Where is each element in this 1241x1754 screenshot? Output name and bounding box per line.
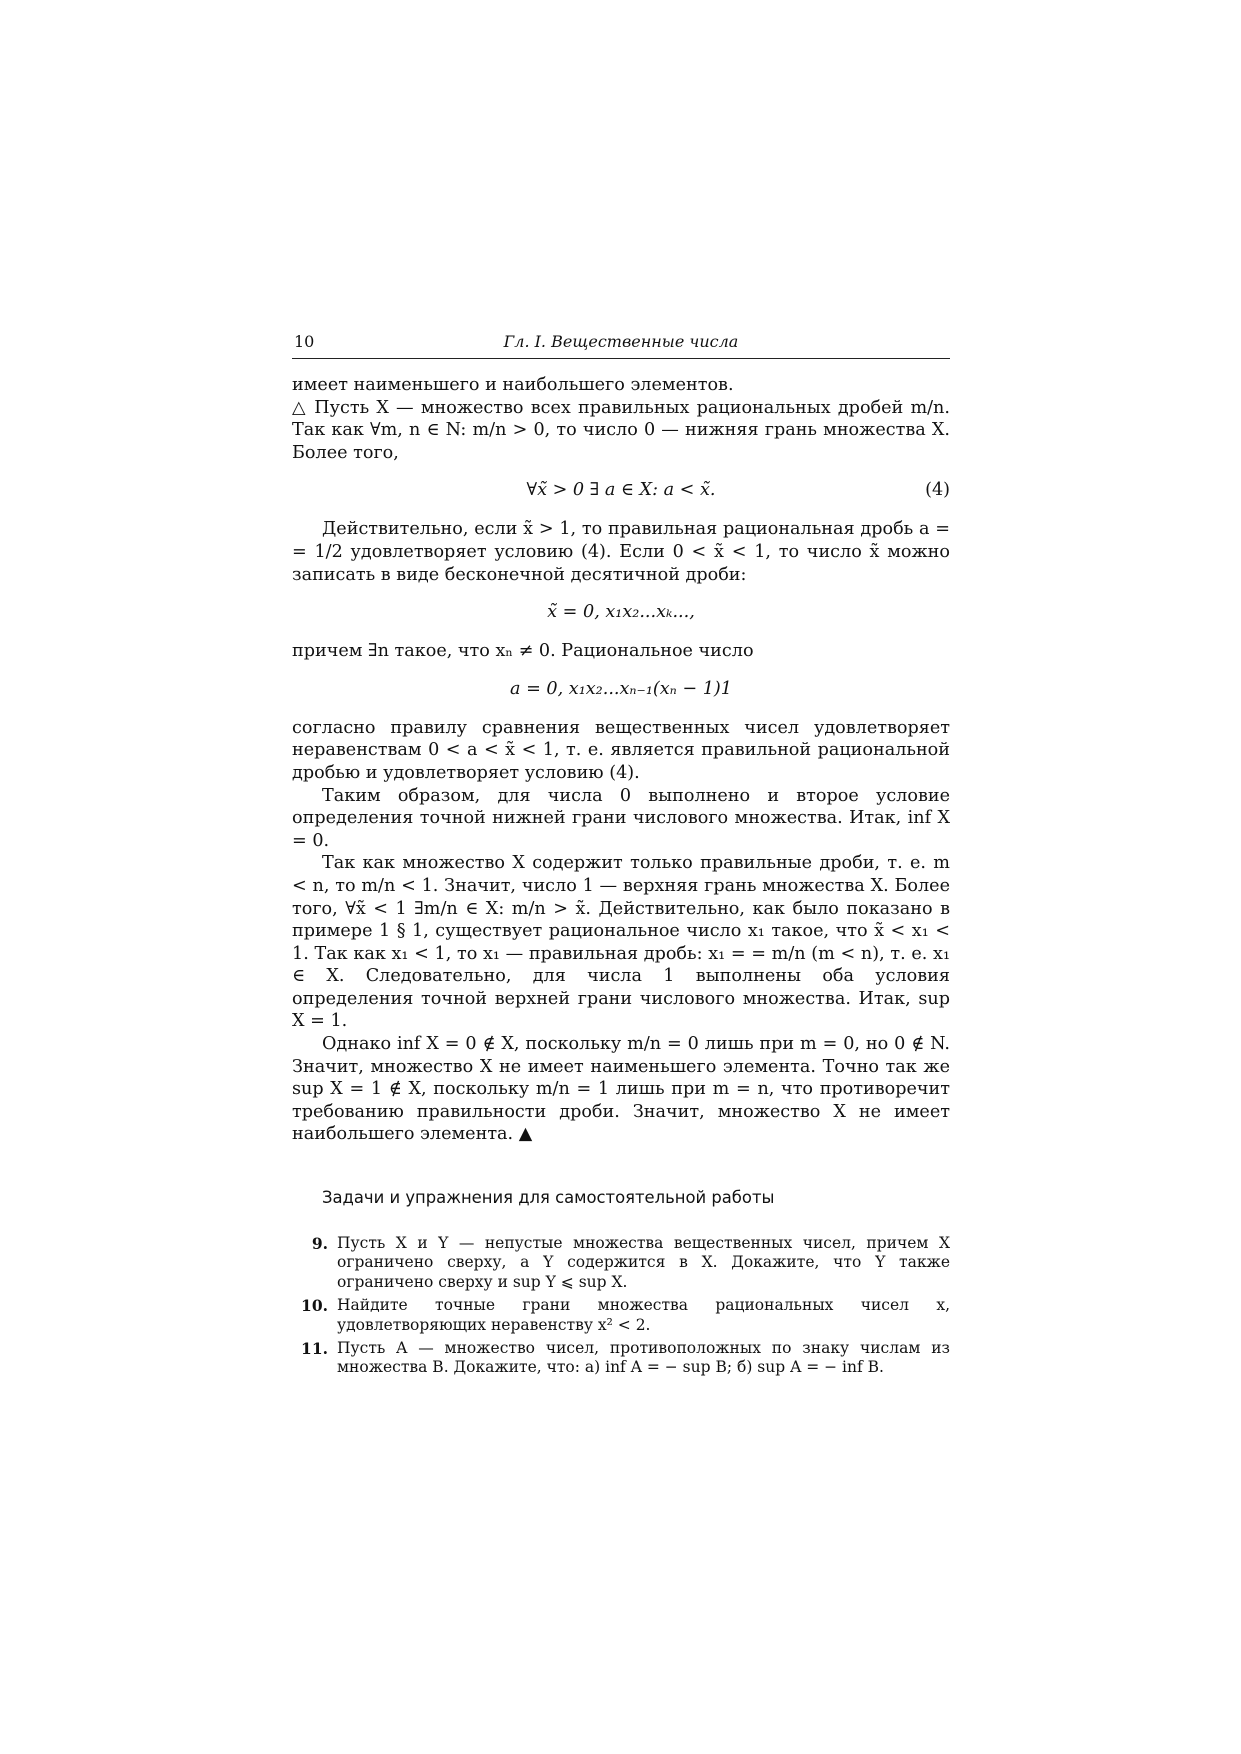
equation-x [292, 600, 950, 624]
task-item [292, 1296, 950, 1335]
running-header [292, 332, 950, 359]
paragraph: Однако inf X = 0 ∉ X, поскольку m/n = 0 лишь при m = 0, но 0 ∉ N. Значит, множество X не имеет наименьшего элемента. Точно так же sup X = 1 ∉ X, поскольку m/n = 1 лишь при m = n, что противоречит требованию правильности дроби. Значит, множество X не имеет наибольшего элемента. ▲ [292, 1034, 950, 1145]
task-number: 11. [301, 1339, 328, 1359]
section-title: Задачи и упражнения для самостоятельной работы [322, 1188, 775, 1208]
equation-text: x̃ = 0, x₁x₂...xₖ..., [547, 602, 695, 623]
equation-4 [292, 478, 950, 502]
task-item [292, 1234, 950, 1292]
paragraph: Таким образом, для числа 0 выполнено и второе условие определения точной нижней грани числового множества. Итак, inf X = 0. [292, 785, 950, 851]
equation-number: (4) [925, 480, 950, 501]
main-text [292, 374, 950, 1378]
paragraph: причем ∃n такое, что xₙ ≠ 0. Рациональное число [292, 641, 754, 662]
paragraph: имеет наименьшего и наибольшего элементов. [292, 375, 734, 395]
paragraph: △ Пусть X — множество всех правильных рациональных дробей m/n. Так как ∀m, n ∈ N: m/n > 0, то число 0 — нижняя грань множества X. Более того, [292, 397, 950, 463]
task-text: Пусть A — множество чисел, противоположных по знаку числам из множества B. Докажите, что: а) inf A = − sup B; б) sup A = − inf B. [337, 1339, 950, 1377]
paragraph: согласно правилу сравнения вещественных чисел удовлетворяет неравенствам 0 < a < x̃ < 1, т. е. является правильной рациональной дробью и удовлетворяет условию (4). [292, 717, 950, 783]
equation-a [292, 677, 950, 701]
task-number: 9. [311, 1234, 328, 1254]
task-text: Найдите точные грани множества рациональных чисел x, удовлетворяющих неравенству x² < 2. [337, 1296, 950, 1334]
chapter-title: Гл. I. Вещественные числа [503, 332, 739, 351]
task-list [292, 1234, 950, 1378]
book-page [292, 332, 950, 1382]
paragraph: Так как множество X содержит только правильные дроби, т. е. m < n, то m/n < 1. Значит, число 1 — верхняя грань множества X. Более того, ∀x̃ < 1 ∃m/n ∈ X: m/n > x̃. Действительно, как было показано в примере 1 § 1, существует рациональное число x₁ такое, что x̃ < x₁ < 1. Так как x₁ < 1, то x₁ — правильная дробь: x₁ = = m/n (m < n), т. е. x₁ ∈ X. Следовательно, для числа 1 выполнены оба условия определения точной верхней грани числового множества. Итак, sup X = 1. [292, 853, 950, 1032]
task-text: Пусть X и Y — непустые множества вещественных чисел, причем X ограничено сверху, а Y содержится в X. Докажите, что Y также ограничено сверху и sup Y ⩽ sup X. [337, 1234, 950, 1291]
paragraph: Действительно, если x̃ > 1, то правильная рациональная дробь a = = 1/2 удовлетворяет условию (4). Если 0 < x̃ < 1, то число x̃ можно записать в виде бесконечной десятичной дроби: [292, 519, 950, 585]
equation-text: ∀x̃ > 0 ∃ a ∈ X: a < x̃. [526, 480, 716, 501]
task-item [292, 1339, 950, 1378]
equation-text: a = 0, x₁x₂...xₙ₋₁(xₙ − 1)1 [509, 678, 732, 699]
page-number: 10 [294, 332, 315, 351]
task-number: 10. [301, 1296, 328, 1316]
